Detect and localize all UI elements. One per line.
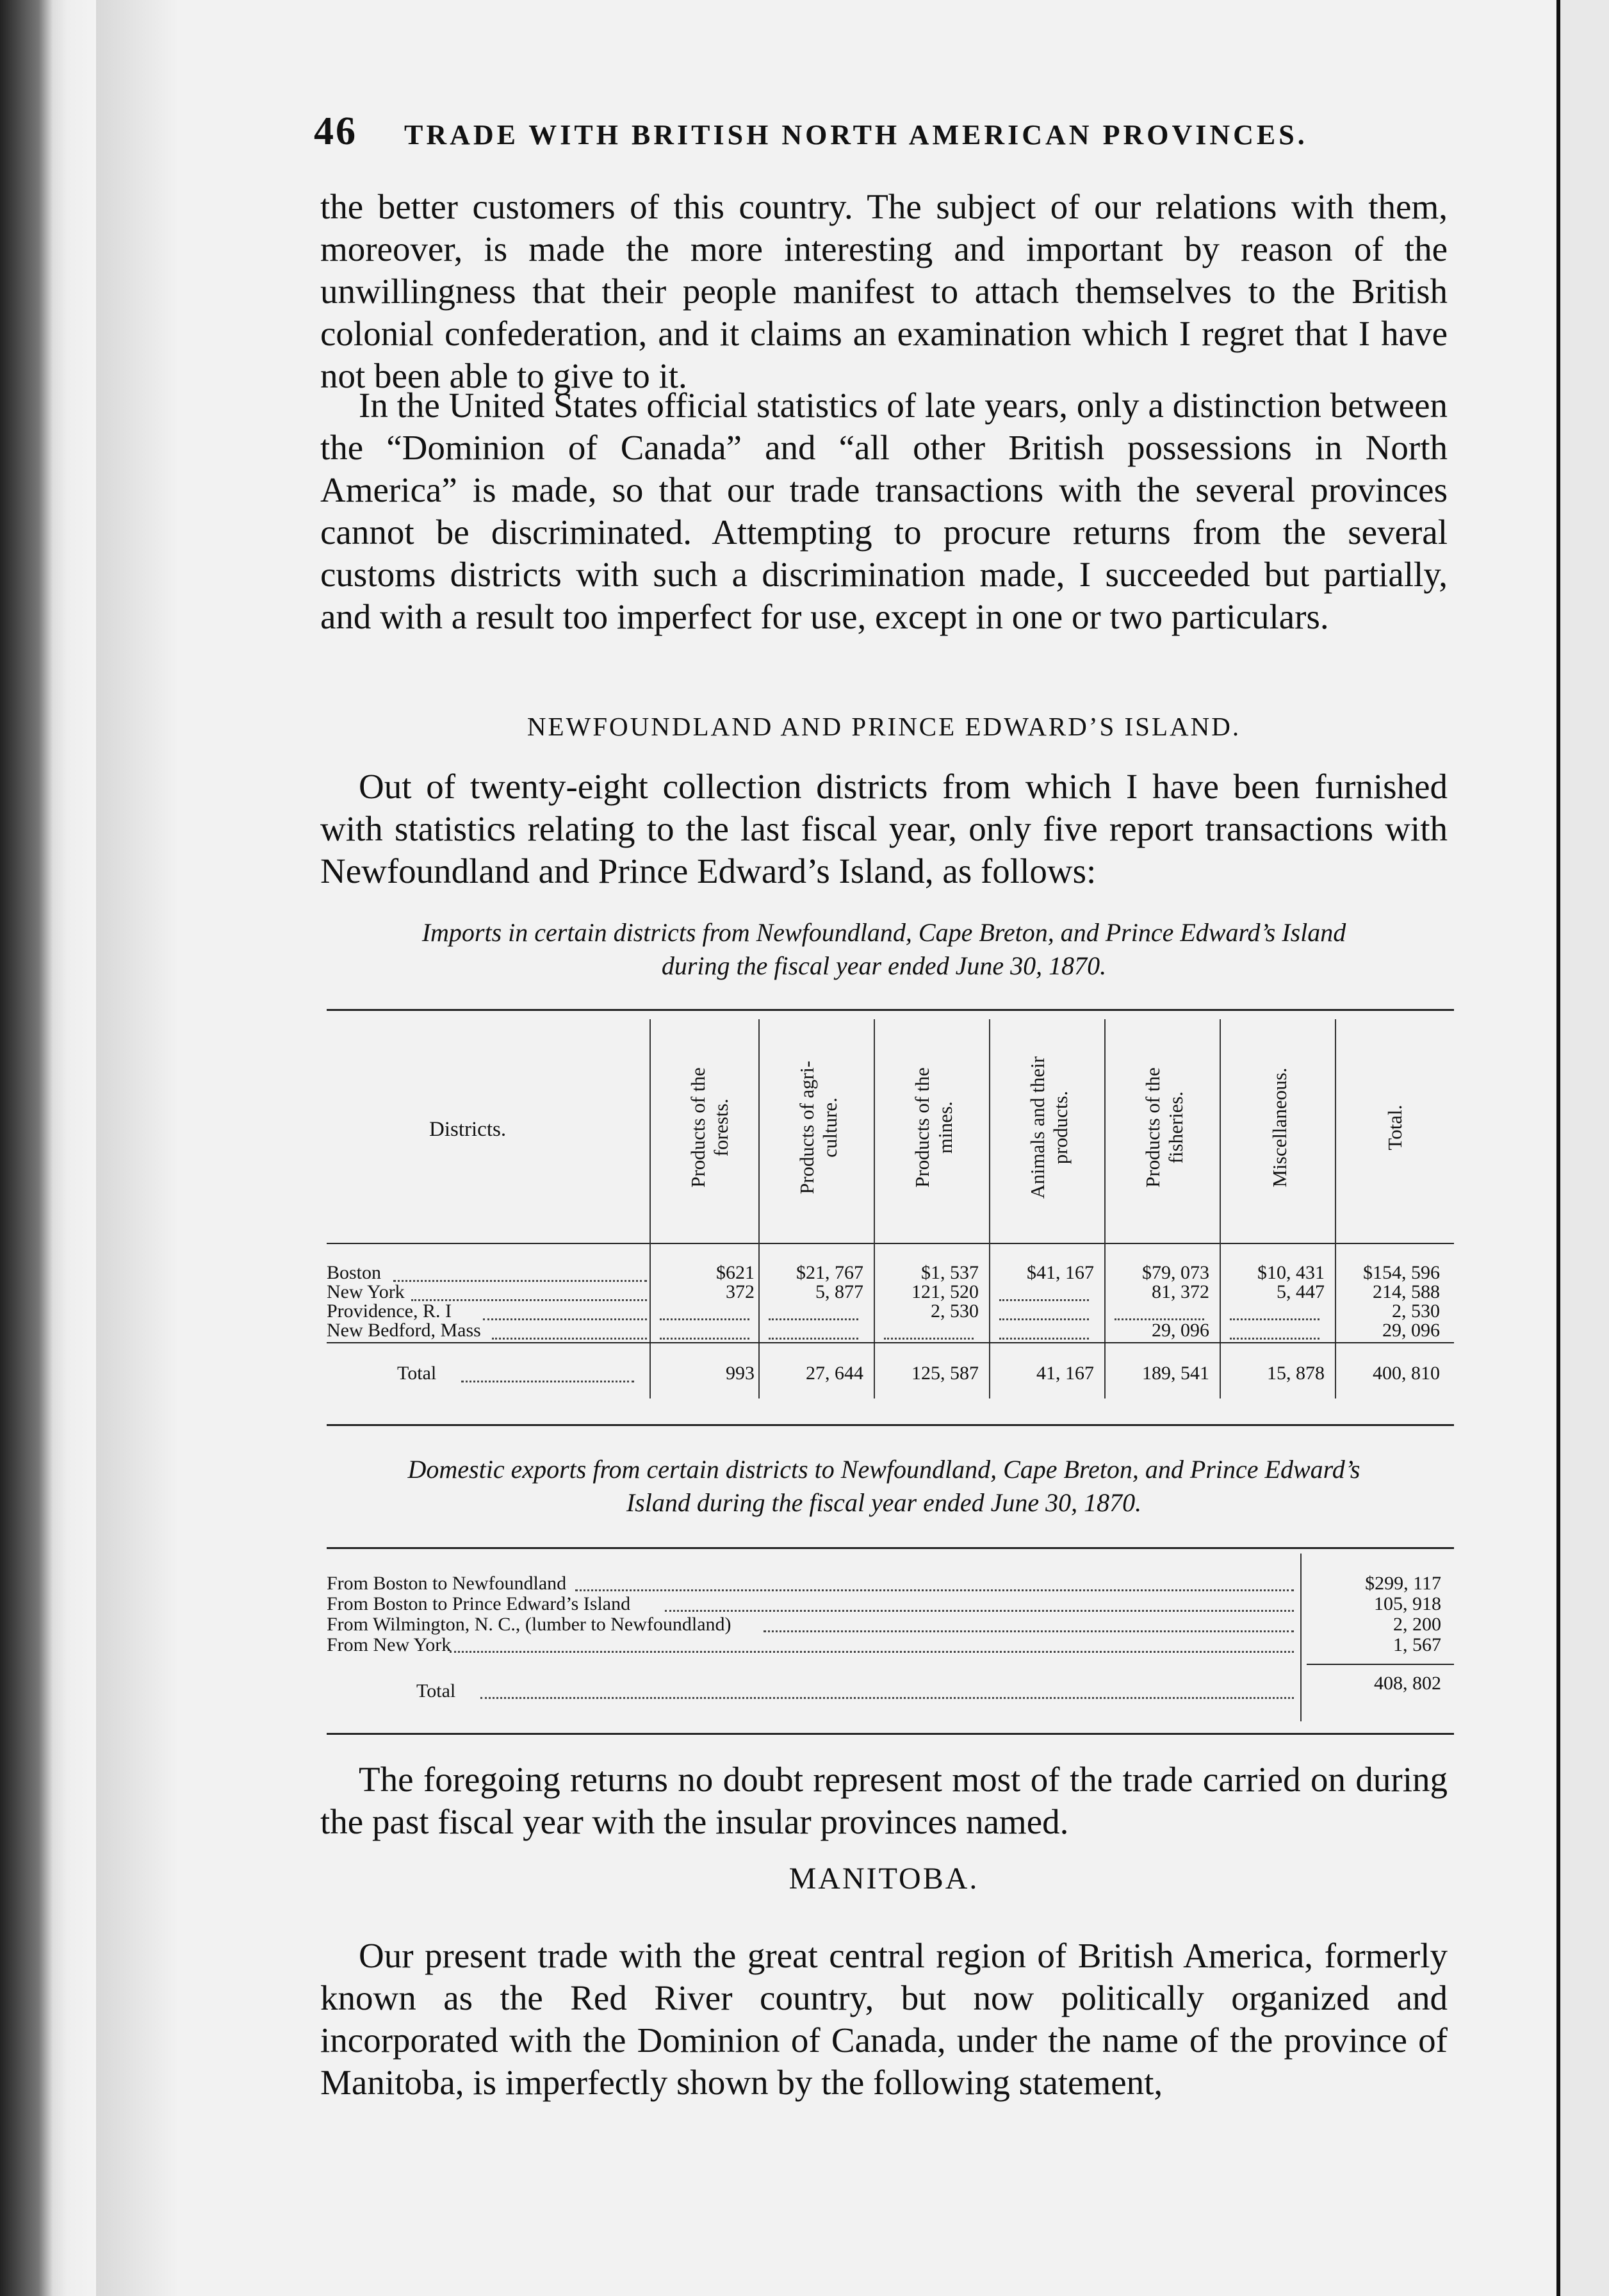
export-value: 105, 918 [1374, 1593, 1441, 1614]
column-divider [1300, 1554, 1302, 1721]
table-cell: 5, 447 [1277, 1281, 1325, 1302]
total-cell: 41, 167 [1036, 1363, 1094, 1384]
header-line: Products of the [687, 1067, 709, 1188]
column-header-label [911, 1067, 957, 1188]
empty-cell-dots [660, 1318, 749, 1320]
total-cell: 125, 587 [911, 1363, 979, 1384]
column-header [883, 1022, 985, 1233]
district-label: Boston [327, 1262, 382, 1283]
empty-cell-dots [769, 1338, 858, 1340]
empty-cell-dots [1230, 1318, 1319, 1320]
table-cell: $154, 596 [1363, 1262, 1440, 1283]
paragraph-4: The foregoing returns no doubt represent most of the trade carried on during the past fiscal year with the insular provinces named. [320, 1760, 1448, 1841]
column-header [1229, 1022, 1331, 1233]
leader-dots [393, 1280, 647, 1282]
header-line: culture. [819, 1097, 841, 1158]
header-line: Total. [1384, 1104, 1406, 1151]
export-row-label: From Wilmington, N. C., (lumber to Newfoundland) [327, 1614, 731, 1635]
header-line: Animals and their [1026, 1056, 1049, 1199]
empty-cell-dots [769, 1318, 858, 1320]
empty-cell-dots [999, 1338, 1089, 1340]
table-cell: 5, 877 [815, 1281, 863, 1302]
total-cell: 189, 541 [1142, 1363, 1209, 1384]
table-top-rule [327, 1547, 1454, 1549]
page-header-title: TRADE WITH BRITISH NORTH AMERICAN PROVINCES. [404, 119, 1308, 151]
page-gutter-shadow [96, 0, 179, 2296]
column-header [998, 1022, 1100, 1233]
table-cell: 121, 520 [911, 1281, 979, 1302]
caption-line: during the fiscal year ended June 30, 1870. [661, 951, 1107, 980]
column-header-label [1268, 1068, 1291, 1188]
table-cell: 2, 530 [931, 1300, 979, 1322]
export-value: 1, 567 [1393, 1634, 1441, 1655]
empty-cell-dots [660, 1338, 749, 1340]
export-row-label: From Boston to Prince Edward’s Island [327, 1593, 631, 1614]
total-label: Total [416, 1680, 456, 1702]
header-line: products. [1049, 1090, 1072, 1165]
table-cell: $10, 431 [1257, 1262, 1325, 1283]
total-label: Total [397, 1363, 437, 1384]
empty-cell-dots [1230, 1338, 1319, 1340]
district-label: New Bedford, Mass [327, 1320, 481, 1341]
export-row-label: From New York [327, 1634, 452, 1655]
header-line: Products of the [1141, 1067, 1164, 1188]
table-cell: $79, 073 [1142, 1262, 1209, 1283]
column-header-label [796, 1061, 842, 1194]
table-cell: 214, 588 [1373, 1281, 1440, 1302]
leader-dots [492, 1338, 647, 1340]
total-cell: 27, 644 [806, 1363, 863, 1384]
column-header [1344, 1022, 1446, 1233]
book-spine-shadow [0, 0, 96, 2296]
header-line: forests. [710, 1098, 732, 1157]
leader-dots [665, 1610, 1294, 1612]
total-rule [1307, 1664, 1454, 1665]
table-cell: $621 [716, 1262, 755, 1283]
leader-dots [480, 1697, 1294, 1699]
table-cell: $1, 537 [921, 1262, 979, 1283]
table-cell: 29, 096 [1152, 1320, 1209, 1341]
header-line: Miscellaneous. [1268, 1067, 1291, 1188]
page-number: 46 [314, 110, 357, 153]
column-header-label [687, 1067, 733, 1188]
section-heading-manitoba: MANITOBA. [788, 1862, 979, 1896]
column-header [767, 1022, 870, 1233]
total-value: 408, 802 [1374, 1673, 1441, 1694]
table-cell: 372 [726, 1281, 755, 1302]
imports-table [327, 1009, 1454, 1425]
paragraph-3: Out of twenty-eight collection districts from which I have been furnished with statistics relating to the last fiscal year, only five report transactions with Newfoundland and Prince Edward’s Island, as follows: [320, 767, 1448, 890]
section-heading-newfoundland: NEWFOUNDLAND AND PRINCE EDWARD’S ISLAND. [527, 712, 1241, 741]
paragraph-5: Our present trade with the great central region of British America, formerly known as the Red River country, but now politically organized and incorporated with the Dominion of Canada, under the name of the province of Manitoba, is imperfectly shown by the following statement, [320, 1936, 1448, 2102]
leader-dots [764, 1630, 1294, 1632]
caption-line: Domestic exports from certain districts to Newfoundland, Cape Breton, and Prince Edward’s [407, 1455, 1360, 1484]
table-cell: $21, 767 [796, 1262, 863, 1283]
total-cell: 15, 878 [1267, 1363, 1325, 1384]
export-value: 2, 200 [1393, 1614, 1441, 1635]
column-header [658, 1022, 761, 1233]
leader-dots [575, 1589, 1294, 1591]
header-line: fisheries. [1164, 1091, 1187, 1164]
export-row-label: From Boston to Newfoundland [327, 1573, 567, 1594]
leader-dots [461, 1381, 634, 1382]
exports-table-caption [320, 1453, 1448, 1520]
paragraph-1: the better customers of this country. The subject of our relations with them, moreover, is made the more interesting and important by reason of the unwillingness that their people manifest to attach themselves to the British colonial confederation, and it claims an examination which I regret that I have not been able to give to it. [320, 187, 1448, 395]
total-rule [327, 1342, 1454, 1343]
table-bottom-rule [327, 1424, 1454, 1426]
total-cell: 993 [726, 1363, 755, 1384]
table-cell: 81, 372 [1152, 1281, 1209, 1302]
column-header [1113, 1022, 1216, 1233]
running-head [314, 109, 1352, 154]
exports-table [327, 1547, 1454, 1739]
district-column-header: Districts. [429, 1118, 507, 1141]
caption-line: Imports in certain districts from Newfoundland, Cape Breton, and Prince Edward’s Island [421, 918, 1346, 947]
header-line: Products of agri- [796, 1060, 818, 1195]
paragraph-2: In the United States official statistics of late years, only a distinction between the “Dominion of Canada” and “all other British possessions in North America” is made, so that our trade transactions with the several provinces cannot be discriminated. Attempting to procure returns from the several customs districts with such a discrimination made, I succeeded but partially, and with a result too imperfect for use, except in one or two particulars. [320, 386, 1448, 636]
district-label: New York [327, 1281, 405, 1302]
imports-table-caption [320, 916, 1448, 983]
column-header-label [1384, 1104, 1407, 1150]
facing-page-edge [1556, 0, 1609, 2296]
export-value: $299, 117 [1365, 1573, 1441, 1594]
empty-cell-dots [999, 1299, 1089, 1301]
column-header-label [1026, 1056, 1072, 1199]
district-label: Providence, R. I [327, 1300, 452, 1322]
table-cell: 2, 530 [1392, 1300, 1440, 1322]
table-cell: 29, 096 [1382, 1320, 1440, 1341]
empty-cell-dots [999, 1318, 1089, 1320]
table-top-rule [327, 1009, 1454, 1011]
leader-dots [483, 1318, 647, 1320]
table-header-rule [327, 1243, 1454, 1244]
total-cell: 400, 810 [1373, 1363, 1440, 1384]
column-header-label [1141, 1067, 1188, 1188]
header-line: mines. [934, 1101, 956, 1154]
leader-dots [450, 1651, 1294, 1653]
caption-line: Island during the fiscal year ended June 30, 1870. [626, 1488, 1142, 1517]
table-cell: $41, 167 [1027, 1262, 1094, 1283]
table-bottom-rule [327, 1733, 1454, 1735]
empty-cell-dots [884, 1338, 974, 1340]
header-line: Products of the [911, 1067, 933, 1188]
